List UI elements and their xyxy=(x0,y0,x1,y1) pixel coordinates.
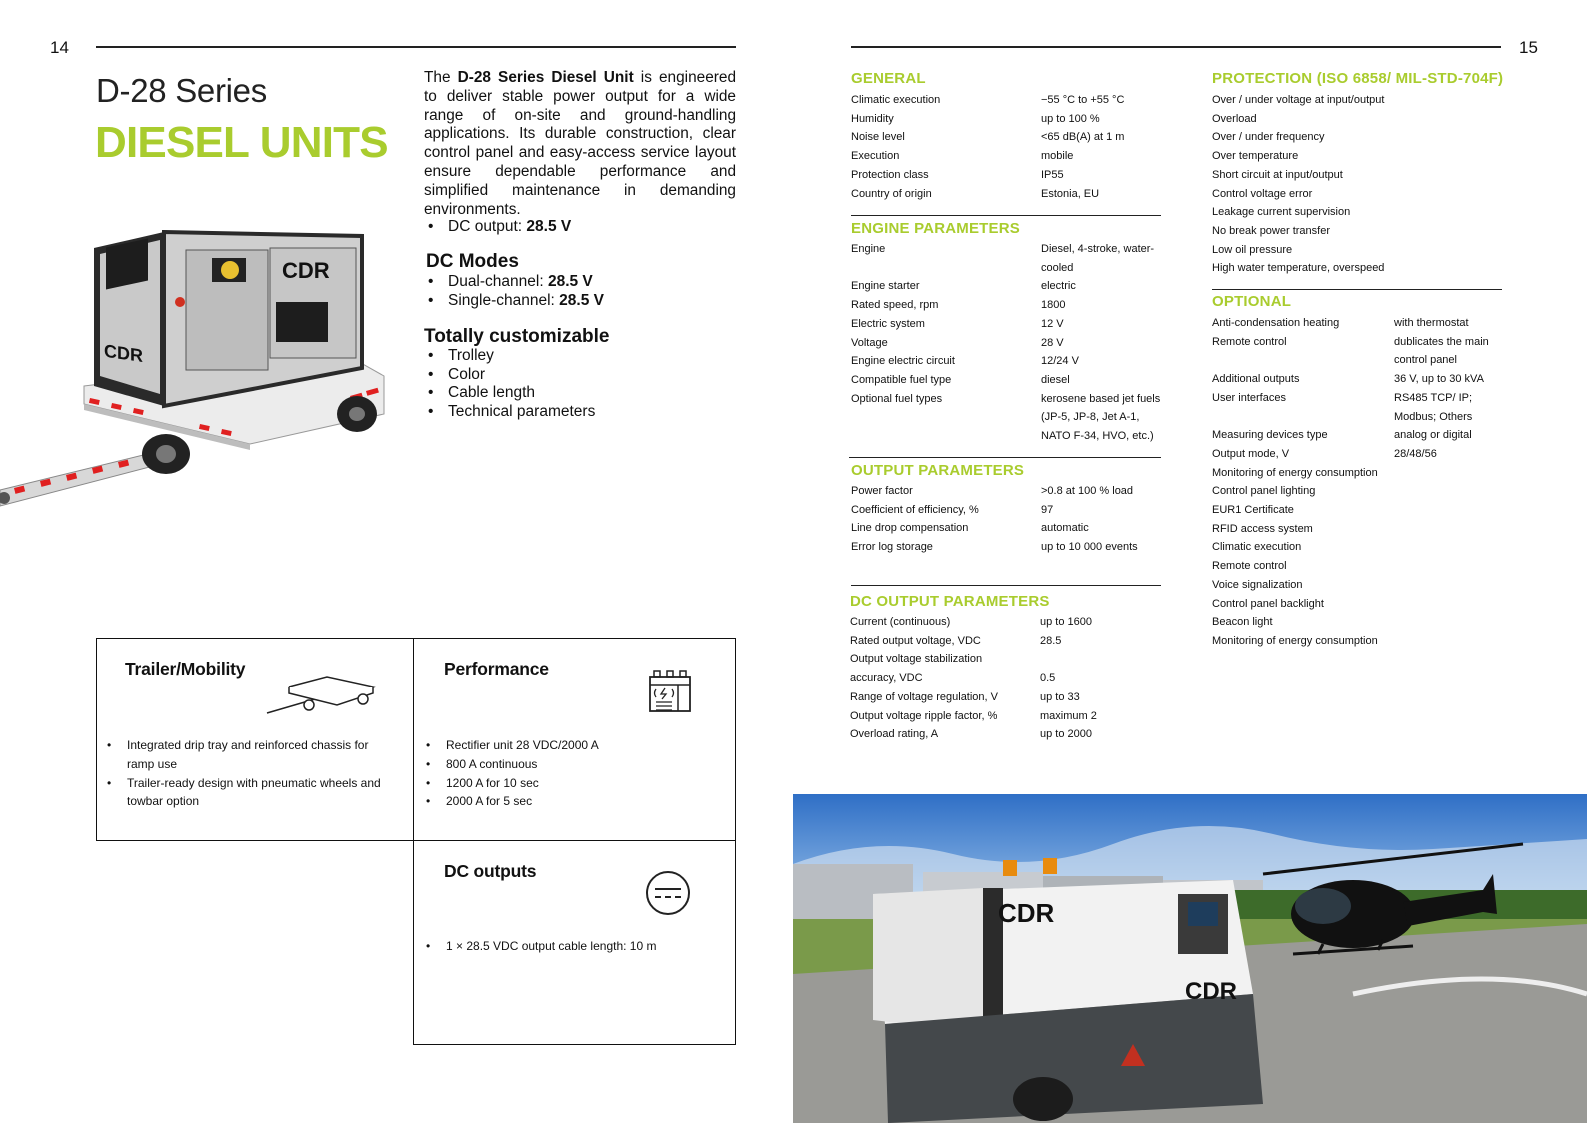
table-row xyxy=(851,166,1161,185)
spec-key xyxy=(851,259,1041,278)
trailer-mobility-box xyxy=(96,638,414,841)
table-row xyxy=(850,613,1160,632)
spec-key: Engine xyxy=(851,243,886,255)
table-row xyxy=(851,334,1161,353)
spec-value: electric xyxy=(1041,280,1076,293)
table-row: Voice signalization xyxy=(1212,578,1303,591)
list-item: • 1200 A for 10 sec xyxy=(416,774,726,793)
table-row: Monitoring of energy consumption xyxy=(1212,466,1378,479)
table-row: Remote control xyxy=(1212,560,1287,573)
dc-modes-section xyxy=(426,251,604,310)
protection-list xyxy=(1212,91,1502,278)
spec-value: up to 2000 xyxy=(1040,728,1092,741)
page-number-right: 15 xyxy=(1519,38,1538,57)
mode-value: 28.5 V xyxy=(547,273,593,290)
spec-value: <65 dB(A) at 1 m xyxy=(1041,131,1125,144)
list-item: • 2000 A for 5 sec xyxy=(416,792,726,811)
customizable-list xyxy=(424,347,609,421)
spec-key: Rated output voltage, VDC xyxy=(850,634,981,647)
spec-key: Coefficient of efficiency, % xyxy=(851,503,979,516)
diesel-unit-image xyxy=(0,218,390,518)
trailer-icon xyxy=(265,669,381,717)
output-table xyxy=(851,482,1161,557)
list-item xyxy=(424,273,604,292)
spec-key: Remote control xyxy=(1212,335,1287,348)
table-row: High water temperature, overspeed xyxy=(1212,262,1385,275)
table-row: Control panel backlight xyxy=(1212,597,1324,610)
list-item: • 1 × 28.5 VDC output cable length: 10 m xyxy=(416,937,726,956)
series-title: D-28 Series xyxy=(96,72,267,109)
spec-key: Range of voltage regulation, V xyxy=(850,690,998,703)
list-item: • Rectifier unit 28 VDC/2000 A xyxy=(416,736,726,755)
mode-value: 28.5 V xyxy=(559,291,604,309)
intro-paragraph xyxy=(424,69,736,219)
spec-key: Compatible fuel type xyxy=(851,373,952,386)
battery-cabinet-icon xyxy=(646,667,694,715)
spec-key: Output mode, V xyxy=(1212,447,1290,460)
page-title: DIESEL UNITS xyxy=(95,118,388,167)
spec-key: Electric system xyxy=(851,317,925,330)
table-row xyxy=(850,669,1160,688)
spec-key: Power factor xyxy=(851,485,913,497)
spec-value: up to 10 000 events xyxy=(1041,541,1138,554)
spec-key: Engine starter xyxy=(851,280,920,293)
table-row xyxy=(1212,333,1512,352)
table-row xyxy=(851,185,1161,204)
spec-value xyxy=(1040,650,1160,669)
spec-key: Voltage xyxy=(851,336,888,349)
spec-key: Noise level xyxy=(851,131,905,144)
spec-key: Error log storage xyxy=(851,541,933,554)
table-row xyxy=(1212,389,1512,408)
table-row xyxy=(851,352,1161,371)
photo-unit-label-top: CDR xyxy=(998,898,1055,928)
spec-key xyxy=(1212,408,1394,427)
spec-value: with thermostat xyxy=(1394,317,1469,329)
dc-output-label: DC output: xyxy=(448,218,527,235)
table-row xyxy=(851,296,1161,315)
performance-list xyxy=(416,736,726,811)
spec-value: automatic xyxy=(1041,522,1089,535)
spec-key: Anti-condensation heating xyxy=(1212,317,1340,329)
spec-key: Output voltage stabilization xyxy=(850,653,983,666)
unit-brand-label-side: CDR xyxy=(282,258,330,283)
table-row xyxy=(851,501,1161,520)
list-item: • Trailer-ready design with pneumatic wheels and towbar option xyxy=(97,774,397,812)
table-row: Leakage current supervision xyxy=(1212,206,1351,219)
spec-key: Rated speed, rpm xyxy=(851,299,939,312)
spec-value: 12 V xyxy=(1041,317,1064,330)
table-row xyxy=(851,128,1161,147)
trailer-mobility-list xyxy=(97,736,397,811)
table-row xyxy=(851,91,1161,110)
spec-value: diesel xyxy=(1041,373,1070,386)
spec-value: >0.8 at 100 % load xyxy=(1041,485,1134,497)
intro-text-rest: is engineered to deliver stable power output for a wide range of on-site and ground-handling applications. Its durable construction, clear control panel and easy-access service layout ensure dependable performance and simplified maintenance in demanding environments. xyxy=(424,69,737,218)
table-row: No break power transfer xyxy=(1212,224,1330,237)
spec-value: NATO F-34, HVO, etc.) xyxy=(1041,430,1154,443)
spec-value: analog or digital xyxy=(1394,429,1472,442)
header-rule-left xyxy=(96,46,736,48)
intro-text-start: The xyxy=(424,69,458,86)
table-row xyxy=(851,277,1161,296)
spec-value: 36 V, up to 30 kVA xyxy=(1394,373,1484,386)
spec-key: Protection class xyxy=(851,168,929,181)
list-item: • Trolley xyxy=(424,347,609,366)
list-item xyxy=(424,292,604,311)
spec-key: Additional outputs xyxy=(1212,373,1300,386)
table-row: Monitoring of energy consumption xyxy=(1212,634,1378,647)
spec-value: kerosene based jet fuels xyxy=(1041,392,1161,405)
table-row: Over / under voltage at input/output xyxy=(1212,94,1385,106)
dc-modes-heading: DC Modes xyxy=(426,251,519,272)
spec-key: Engine electric circuit xyxy=(851,355,955,368)
table-row xyxy=(850,725,1160,744)
unit-helicopter-photo xyxy=(793,794,1587,1123)
spec-value: cooled xyxy=(1041,261,1074,274)
spec-value: 0.5 xyxy=(1040,672,1056,685)
spec-value: 28/48/56 xyxy=(1394,447,1437,460)
section-divider xyxy=(851,585,1161,586)
dc-output-value: 28.5 V xyxy=(526,218,572,235)
spec-key: accuracy, VDC xyxy=(850,672,923,685)
spec-key: User interfaces xyxy=(1212,391,1286,404)
header-rule-right xyxy=(851,46,1501,48)
table-row xyxy=(850,688,1160,707)
unit-brand-label: CDR xyxy=(104,340,143,367)
protection-title: PROTECTION (ISO 6858/ MIL-STD-704F) xyxy=(1212,70,1504,87)
section-divider xyxy=(849,457,1161,458)
table-row xyxy=(1212,408,1512,427)
dc-output-item xyxy=(424,218,571,236)
list-item: • Integrated drip tray and reinforced chassis for ramp use xyxy=(97,736,397,774)
spec-value: up to 1600 xyxy=(1040,616,1092,628)
dc-modes-list xyxy=(424,273,604,310)
table-row xyxy=(850,632,1160,651)
table-row xyxy=(851,147,1161,166)
customizable-heading: Totally customizable xyxy=(424,326,610,347)
spec-key: Overload rating, A xyxy=(850,728,939,741)
spec-value: (JP-5, JP-8, Jet A-1, xyxy=(1041,411,1140,424)
table-row xyxy=(851,538,1161,557)
table-row xyxy=(851,408,1161,427)
performance-title: Performance xyxy=(444,659,549,679)
table-row xyxy=(851,259,1161,278)
dc-output-list xyxy=(424,218,571,236)
spec-key: Line drop compensation xyxy=(851,522,969,535)
intro-product-name: D-28 Series Diesel Unit xyxy=(457,69,634,86)
spec-key: Humidity xyxy=(851,112,894,125)
general-title: GENERAL xyxy=(851,70,926,87)
dc-outputs-title: DC outputs xyxy=(444,861,537,881)
table-row: Over temperature xyxy=(1212,150,1299,163)
spec-value: IP55 xyxy=(1041,168,1064,181)
table-row xyxy=(851,315,1161,334)
spec-value: Estonia, EU xyxy=(1041,187,1100,200)
table-row xyxy=(1212,351,1512,370)
table-row xyxy=(851,390,1161,409)
dc-outputs-box xyxy=(413,840,736,1045)
engine-table xyxy=(851,240,1161,446)
spec-key: Optional fuel types xyxy=(851,392,943,405)
spec-value: dublicates the main xyxy=(1394,335,1489,348)
spec-key: Country of origin xyxy=(851,187,932,200)
spec-value: maximum 2 xyxy=(1040,709,1097,722)
spec-value: 1800 xyxy=(1041,299,1066,312)
table-row: Short circuit at input/output xyxy=(1212,168,1343,181)
spec-key xyxy=(1212,351,1394,370)
table-row xyxy=(851,371,1161,390)
table-row: Low oil pressure xyxy=(1212,243,1293,256)
spec-value: mobile xyxy=(1041,150,1074,163)
dc-output-title: DC OUTPUT PARAMETERS xyxy=(850,593,1050,610)
spec-key: Execution xyxy=(851,150,900,163)
table-row: Over / under frequency xyxy=(1212,131,1325,144)
table-row: Beacon light xyxy=(1212,616,1273,629)
spec-value: −55 °C to +55 °C xyxy=(1041,94,1125,106)
spec-value: Diesel, 4-stroke, water- xyxy=(1041,243,1155,255)
table-row: Control panel lighting xyxy=(1212,485,1316,498)
spec-key: Climatic execution xyxy=(851,94,941,106)
list-item: • Cable length xyxy=(424,384,609,403)
list-item: • Technical parameters xyxy=(424,403,609,422)
spec-key: Measuring devices type xyxy=(1212,429,1328,442)
spec-value: 97 xyxy=(1041,503,1054,516)
mode-label: Dual-channel: xyxy=(448,273,548,290)
table-row: RFID access system xyxy=(1212,522,1313,535)
section-divider xyxy=(1212,289,1502,290)
general-table xyxy=(851,91,1161,203)
page-number-left: 14 xyxy=(50,38,69,57)
spec-key xyxy=(851,408,1041,427)
spec-value: up to 33 xyxy=(1040,690,1080,703)
table-row xyxy=(1212,314,1512,333)
spec-value: 28 V xyxy=(1041,336,1064,349)
table-row: Control voltage error xyxy=(1212,187,1313,200)
table-row xyxy=(1212,426,1512,445)
table-row xyxy=(1212,370,1512,389)
output-title: OUTPUT PARAMETERS xyxy=(851,462,1025,479)
trailer-mobility-title: Trailer/Mobility xyxy=(125,659,246,679)
photo-unit-label-side: CDR xyxy=(1185,978,1237,1005)
table-row xyxy=(851,427,1161,446)
table-row xyxy=(1212,445,1512,464)
table-row: Climatic execution xyxy=(1212,541,1302,554)
spec-key xyxy=(851,427,1041,446)
table-row xyxy=(850,650,1160,669)
spec-key: Current (continuous) xyxy=(850,616,951,628)
optional-title: OPTIONAL xyxy=(1212,293,1292,310)
customizable-section xyxy=(424,326,609,421)
engine-title: ENGINE PARAMETERS xyxy=(851,220,1020,237)
spec-key: Output voltage ripple factor, % xyxy=(850,709,998,722)
spec-value: 12/24 V xyxy=(1041,355,1079,368)
table-row xyxy=(851,519,1161,538)
performance-box xyxy=(413,638,736,841)
table-row: Overload xyxy=(1212,112,1257,125)
table-row xyxy=(851,482,1161,501)
spec-value: Modbus; Others xyxy=(1394,410,1473,423)
table-row: EUR1 Certificate xyxy=(1212,504,1294,517)
section-divider xyxy=(851,215,1161,216)
optional-table xyxy=(1212,314,1512,651)
list-item: • 800 A continuous xyxy=(416,755,726,774)
table-row xyxy=(851,240,1161,259)
dc-output-table xyxy=(850,613,1160,744)
dc-symbol-icon xyxy=(644,869,692,917)
spec-value: control panel xyxy=(1394,354,1457,367)
list-item: • Color xyxy=(424,366,609,385)
table-row xyxy=(851,110,1161,129)
dc-outputs-list xyxy=(416,937,726,956)
mode-label: Single-channel: xyxy=(448,291,560,309)
table-row xyxy=(850,707,1160,726)
spec-value: RS485 TCP/ IP; xyxy=(1394,391,1473,404)
spec-value: up to 100 % xyxy=(1041,112,1100,125)
spec-value: 28.5 xyxy=(1040,634,1062,647)
